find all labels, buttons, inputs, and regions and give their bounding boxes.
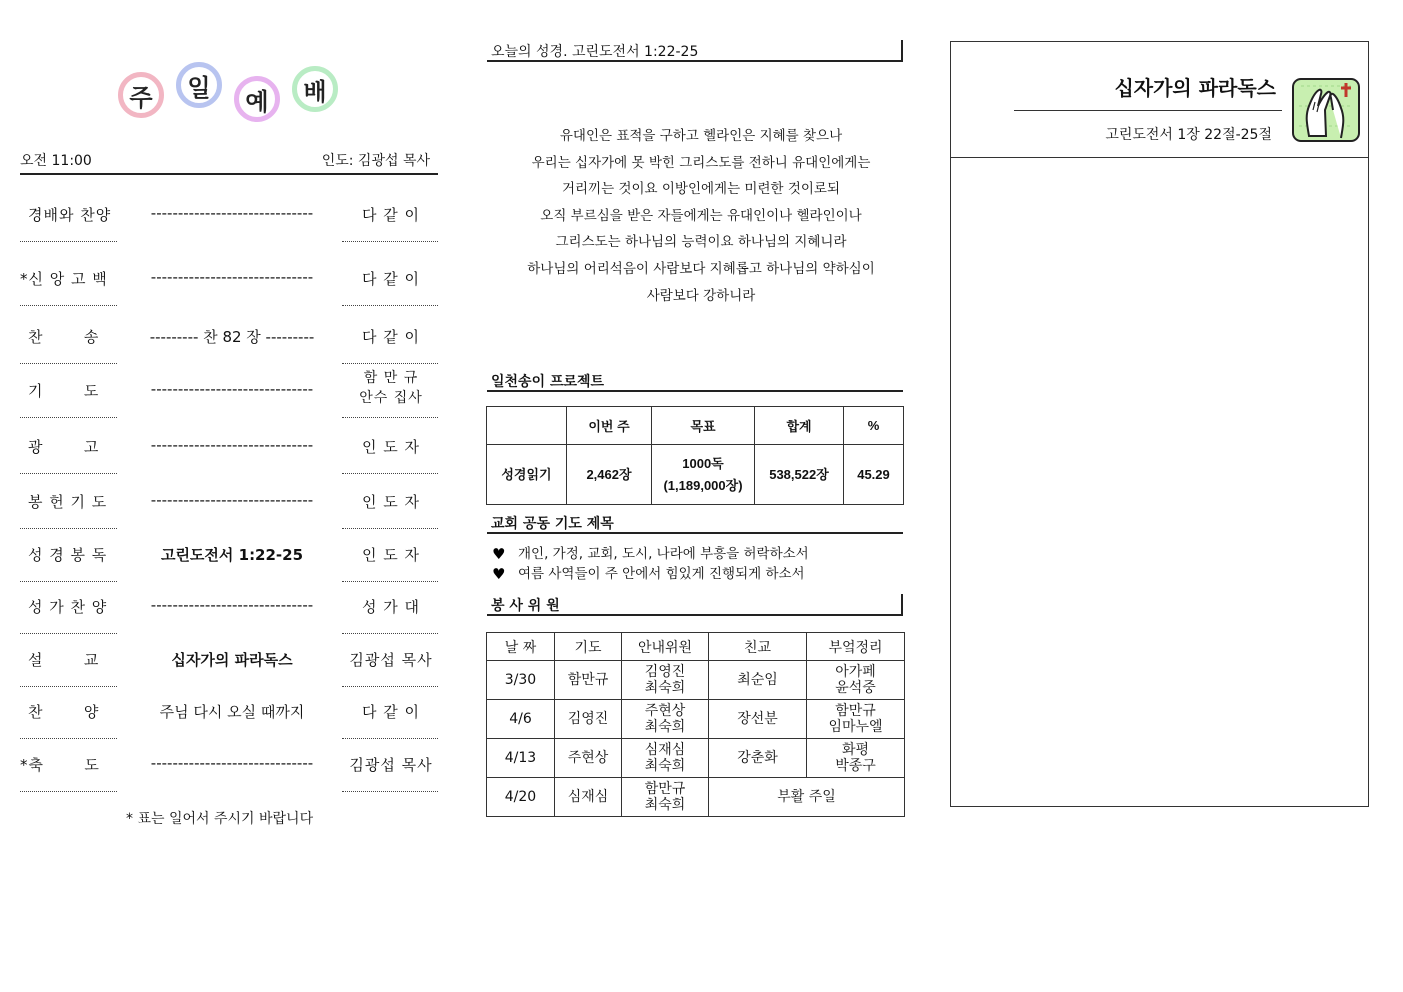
order-item-name: 설 교 — [28, 651, 100, 669]
kitchen-name: 박종구 — [835, 758, 876, 774]
duty-table — [486, 632, 905, 817]
divider — [342, 473, 438, 474]
order-item-leader: 인 도 자 — [361, 493, 420, 511]
order-item-detail: ------------------------------ — [150, 491, 314, 509]
table-header: 합계 — [755, 407, 844, 445]
table-row — [487, 445, 904, 505]
table-cell — [622, 778, 709, 817]
service-time: 오전 11:00 — [20, 153, 92, 169]
table-cell — [652, 445, 755, 505]
scripture-heading-text: 오늘의 성경. 고린도전서 1:22-25 — [491, 44, 699, 60]
order-item-leader: 다 같 이 — [361, 328, 420, 346]
reading-project-table — [486, 406, 904, 505]
table-cell: 3/30 — [487, 661, 555, 700]
reading-project-heading-text: 일천송이 프로젝트 — [491, 374, 605, 390]
table-header-row — [487, 633, 905, 661]
title-char: 주 — [118, 72, 164, 118]
usher-name: 심재심 — [644, 742, 686, 758]
scripture-heading — [487, 40, 903, 62]
table-cell: 김영진 — [555, 700, 622, 739]
order-row — [20, 422, 440, 474]
table-cell: 함만규 — [555, 661, 622, 700]
scripture-line: 사람보다 강하니라 — [646, 287, 756, 304]
divider — [20, 473, 117, 474]
order-item-leader: 다 같 이 — [361, 206, 420, 224]
order-item-name: 찬 송 — [28, 328, 100, 346]
table-header: 친교 — [709, 633, 807, 661]
table-cell — [622, 661, 709, 700]
divider — [342, 305, 438, 306]
order-row — [20, 687, 440, 739]
table-row — [487, 778, 905, 817]
usher-name: 최숙희 — [644, 797, 686, 813]
table-row — [487, 739, 905, 778]
duty-heading — [487, 594, 903, 616]
usher-name: 최숙희 — [644, 719, 686, 735]
order-item-detail: 십자가의 파라독스 — [171, 651, 293, 669]
divider — [20, 363, 117, 364]
order-row — [20, 740, 440, 792]
divider — [1014, 110, 1282, 111]
scripture-line: 우리는 십자가에 못 박힌 그리스도를 전하니 유대인에게는 — [531, 154, 871, 171]
order-row — [20, 190, 440, 242]
order-item-name: 성 경 봉 독 — [28, 546, 108, 564]
order-row — [20, 254, 440, 306]
divider — [342, 791, 438, 792]
table-cell: 4/6 — [487, 700, 555, 739]
table-cell — [807, 661, 905, 700]
divider — [342, 241, 438, 242]
heart-icon: ♥ — [492, 565, 506, 583]
divider — [951, 157, 1368, 158]
scripture-text — [487, 123, 915, 309]
divider — [20, 791, 117, 792]
table-cell: 4/20 — [487, 778, 555, 817]
divider — [342, 633, 438, 634]
list-item — [492, 564, 809, 584]
service-info — [20, 150, 438, 170]
divider — [20, 305, 117, 306]
divider — [20, 633, 117, 634]
order-item-detail: 고린도전서 1:22-25 — [160, 546, 304, 564]
kitchen-name: 아가페 — [835, 664, 876, 680]
table-header: % — [844, 407, 904, 445]
divider — [20, 241, 117, 242]
divider — [20, 173, 438, 175]
table-cell: 2,462장 — [567, 445, 652, 505]
scripture-line: 오직 부르심을 받은 자들에게는 유대인이나 헬라인이나 — [540, 207, 862, 224]
scripture-line: 하나님의 어리석음이 사람보다 지혜롭고 하나님의 약하심이 — [527, 260, 875, 277]
bulletin-title — [110, 62, 360, 122]
table-cell: 부활 주일 — [709, 778, 905, 817]
kitchen-name: 임마누엘 — [828, 719, 883, 735]
kitchen-name: 함만규 — [835, 703, 876, 719]
divider — [342, 738, 438, 739]
order-item-leader: 다 같 이 — [361, 270, 420, 288]
divider — [20, 417, 117, 418]
table-cell: 심재심 — [555, 778, 622, 817]
table-header: 안내위원 — [622, 633, 709, 661]
order-item-detail: ------------------------------ — [150, 596, 314, 614]
scripture-line: 거리끼는 것이요 이방인에게는 미련한 것이로되 — [562, 181, 840, 198]
reading-project-heading — [487, 370, 903, 392]
divider — [20, 738, 117, 739]
kitchen-name: 윤석중 — [835, 680, 876, 696]
order-item-leader: 인 도 자 — [361, 546, 420, 564]
table-cell: 주현상 — [555, 739, 622, 778]
order-row — [20, 366, 440, 418]
table-cell: 최순임 — [709, 661, 807, 700]
order-item-leader: 김광섭 목사 — [349, 651, 433, 669]
divider — [342, 417, 438, 418]
praying-hands-icon — [1291, 76, 1361, 144]
list-item — [492, 544, 809, 564]
order-item-detail: ------------------------------ — [150, 436, 314, 454]
order-item-detail: ------------------------------ — [150, 754, 314, 772]
table-header: 이번 주 — [567, 407, 652, 445]
prayer-list — [492, 544, 809, 584]
order-item-detail: ------------------------------ — [150, 380, 314, 398]
divider — [342, 528, 438, 529]
table-cell: 강춘화 — [709, 739, 807, 778]
table-cell — [807, 739, 905, 778]
scripture-line: 유대인은 표적을 구하고 헬라인은 지혜를 찾으나 — [559, 128, 843, 144]
table-cell: 4/13 — [487, 739, 555, 778]
table-cell — [622, 700, 709, 739]
order-row — [20, 582, 440, 634]
order-row — [20, 312, 440, 364]
prayer-heading-text: 교회 공동 기도 제목 — [491, 516, 614, 532]
sermon-reference: 고린도전서 1장 22절-25절 — [1105, 127, 1272, 143]
table-cell: 장선분 — [709, 700, 807, 739]
order-item-name: 봉 헌 기 도 — [28, 493, 108, 511]
prayer-heading — [487, 512, 903, 534]
order-item-name: 경배와 찬양 — [28, 206, 112, 224]
prayer-item-text: 여름 사역들이 주 안에서 힘있게 진행되게 하소서 — [518, 566, 805, 582]
table-cell: 성경읽기 — [487, 445, 567, 505]
title-char: 일 — [176, 62, 222, 108]
order-row — [20, 530, 440, 582]
table-row — [487, 700, 905, 739]
table-header: 기도 — [555, 633, 622, 661]
order-item-detail: --------- 찬 82 장 --------- — [149, 328, 315, 346]
order-item-name: 성 가 찬 양 — [28, 598, 108, 616]
order-item-name: *신 앙 고 백 — [20, 270, 108, 288]
sermon-title: 십자가의 파라독스 — [1114, 76, 1276, 100]
table-row — [487, 661, 905, 700]
table-header-row — [487, 407, 904, 445]
scripture-line: 그리스도는 하나님의 능력이요 하나님의 지혜니라 — [555, 234, 847, 251]
order-item-leader: 함 만 규 안수 집사 — [359, 370, 423, 406]
usher-name: 김영진 — [644, 664, 686, 680]
order-item-detail: ------------------------------ — [150, 268, 314, 286]
order-row — [20, 635, 440, 687]
goal-books: 1000독 — [682, 455, 724, 471]
table-cell: 45.29 — [844, 445, 904, 505]
usher-name: 최숙희 — [644, 680, 686, 696]
kitchen-name: 화평 — [841, 742, 870, 758]
prayer-item-text: 개인, 가정, 교회, 도시, 나라에 부흥을 허락하소서 — [518, 546, 809, 562]
order-item-name: 찬 양 — [28, 703, 100, 721]
order-item-leader: 김광섭 목사 — [349, 756, 433, 774]
order-item-leader: 다 같 이 — [361, 703, 420, 721]
table-header: 부엌정리 — [807, 633, 905, 661]
order-item-name: 기 도 — [28, 382, 100, 400]
table-header — [487, 407, 567, 445]
usher-name: 주현상 — [644, 703, 686, 719]
divider — [20, 528, 117, 529]
order-item-name: *축 도 — [20, 756, 100, 774]
title-char: 예 — [234, 76, 280, 122]
usher-name: 함만규 — [644, 781, 686, 797]
service-leader: 인도: 김광섭 목사 — [321, 153, 430, 169]
heart-icon: ♥ — [492, 545, 506, 563]
table-cell — [622, 739, 709, 778]
table-header: 목표 — [652, 407, 755, 445]
order-footnote: * 표는 일어서 주시기 바랍니다 — [126, 811, 314, 827]
order-item-detail: ------------------------------ — [150, 204, 314, 222]
title-char: 배 — [292, 66, 338, 112]
sermon-notes-box — [950, 41, 1369, 807]
goal-pages: (1,189,000장) — [663, 477, 743, 493]
order-item-name: 광 고 — [28, 438, 100, 456]
order-item-detail: 주님 다시 오실 때까지 — [159, 703, 305, 721]
table-header: 날 짜 — [487, 633, 555, 661]
order-row — [20, 477, 440, 529]
divider — [342, 363, 438, 364]
usher-name: 최숙희 — [644, 758, 686, 774]
order-item-leader: 인 도 자 — [361, 438, 420, 456]
table-cell — [807, 700, 905, 739]
table-cell: 538,522장 — [755, 445, 844, 505]
duty-heading-text: 봉 사 위 원 — [491, 598, 560, 614]
order-item-leader: 성 가 대 — [361, 598, 420, 616]
